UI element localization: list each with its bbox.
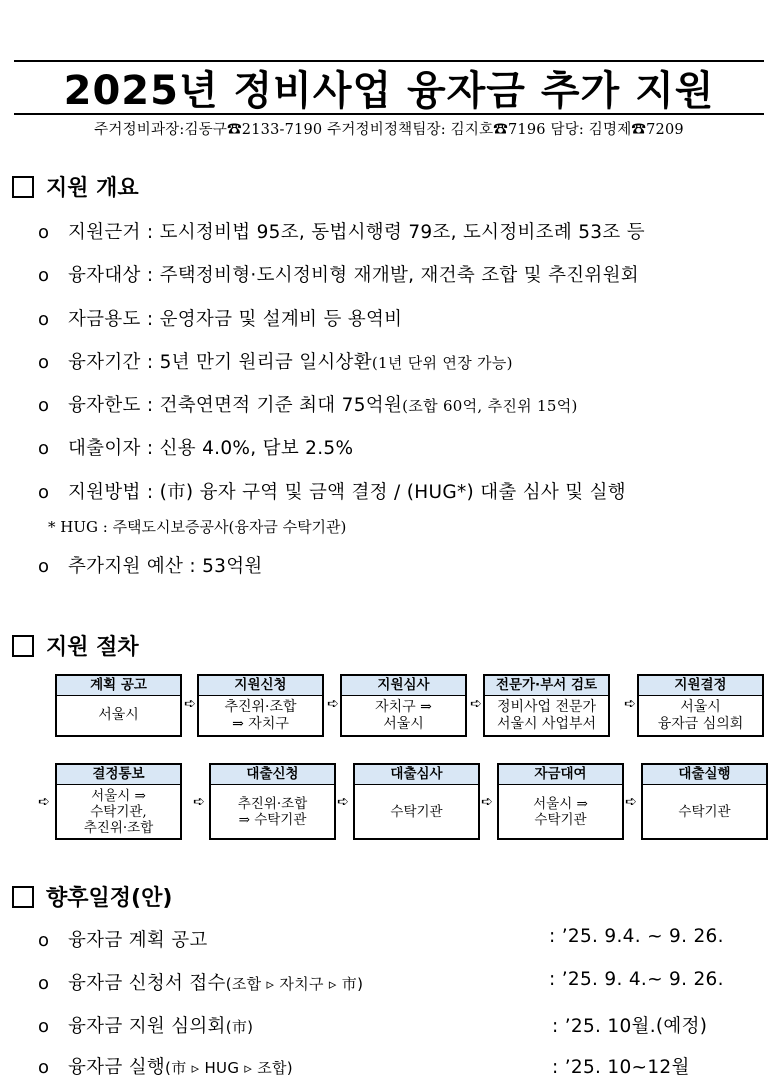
title-bar [14, 60, 764, 115]
overview-item [38, 478, 768, 504]
procedure-step [353, 763, 480, 840]
bullet-icon: o [38, 265, 50, 286]
document-title: 2025년 정비사업 융자금 추가 지원 [63, 68, 715, 114]
schedule-label [38, 1012, 253, 1038]
step-title: 계획 공고 [57, 676, 180, 696]
bullet-icon: o [38, 556, 50, 577]
step-body: 자치구 ⇒ 서울시 [375, 698, 432, 732]
bullet-icon: o [38, 309, 50, 330]
contact-line: 주거정비과장:김동구☎2133-7190 주거정비정책팀장: 김지호☎7196 담당: 김명제☎7209 [94, 122, 684, 138]
bullet-icon: o [38, 930, 50, 951]
section-heading-overview [12, 171, 139, 202]
overview-item [38, 552, 768, 578]
overview-item-text: 융자한도 : 건축연면적 기준 최대 75억원 [68, 395, 403, 416]
procedure-step [55, 674, 182, 737]
checkbox-square-icon [12, 176, 34, 198]
arrow-right-icon: ➪ [337, 794, 349, 810]
bullet-icon: o [38, 1057, 50, 1078]
bullet-icon: o [38, 438, 50, 459]
step-title: 결정통보 [57, 765, 180, 785]
bullet-icon: o [38, 222, 50, 243]
step-body: 서울시 융자금 심의회 [657, 698, 744, 732]
step-title: 자금대여 [499, 765, 622, 785]
section-heading-procedure [12, 630, 139, 661]
arrow-right-icon: ➪ [327, 696, 339, 712]
schedule-label [38, 1053, 293, 1079]
overview-item [38, 391, 768, 417]
step-title: 지원신청 [199, 676, 322, 696]
step-title: 대출실행 [643, 765, 766, 785]
arrow-right-icon: ➪ [481, 794, 493, 810]
procedure-step [641, 763, 768, 840]
overview-item-text: 자금용도 : 운영자금 및 설계비 등 용역비 [68, 309, 403, 330]
overview-item-note: (1년 단위 연장 가능) [371, 354, 513, 372]
schedule-note: (市) [225, 1018, 254, 1036]
overview-item-text: 융자대상 : 주택정비형·도시정비형 재개발, 재건축 조합 및 추진위원회 [68, 265, 639, 286]
step-body: 추진위·조합 ⇒ 수탁기관 [237, 795, 308, 828]
arrow-right-icon: ➪ [38, 794, 50, 810]
procedure-step [340, 674, 467, 737]
overview-item-text: 지원방법 : (市) 융자 구역 및 금액 결정 / (HUG*) 대출 심사 및 실행 [68, 482, 626, 503]
schedule-note: (市 ▹ HUG ▹ 조합) [165, 1059, 293, 1077]
overview-item-text: 지원근거 : 도시정비법 95조, 동법시행령 79조, 도시정비조례 53조 등 [68, 222, 645, 243]
procedure-step [55, 763, 182, 840]
section-title: 향후일정(안) [46, 886, 173, 911]
overview-item-text: 대출이자 : 신용 4.0%, 담보 2.5% [68, 438, 354, 459]
section-heading-schedule [12, 881, 172, 912]
overview-item-text: 추가지원 예산 : 53억원 [68, 556, 263, 577]
procedure-step [497, 763, 624, 840]
step-title: 지원심사 [342, 676, 465, 696]
section-title: 지원 개요 [46, 176, 139, 201]
checkbox-square-icon [12, 635, 34, 657]
step-body: 서울시 ⇒ 수탁기관 [533, 795, 588, 828]
step-body: 정비사업 전문가 서울시 사업부서 [496, 698, 597, 732]
schedule-label-text: 융자금 지원 심의회 [68, 1016, 226, 1037]
schedule-date: : ’25. 9.4. ~ 9. 26. [549, 926, 724, 947]
step-title: 전문가·부서 검토 [485, 676, 608, 696]
schedule-note: (조합 ▹ 자치구 ▹ 市) [225, 975, 364, 993]
procedure-step [209, 763, 336, 840]
arrow-right-icon: ➪ [624, 696, 636, 712]
schedule-date: : ’25. 9. 4.~ 9. 26. [549, 969, 724, 990]
bullet-icon: o [38, 482, 50, 503]
overview-item-text: 융자기간 : 5년 만기 원리금 일시상환 [68, 352, 372, 373]
schedule-date: : ’25. 10~12월 [552, 1057, 690, 1078]
procedure-step [483, 674, 610, 737]
schedule-label-text: 융자금 실행 [68, 1057, 166, 1078]
step-body: 수탁기관 [390, 803, 443, 820]
step-body: 추진위·조합 ⇒ 자치구 [224, 698, 297, 732]
schedule-label-text: 융자금 계획 공고 [68, 930, 208, 951]
schedule-date: : ’25. 10월.(예정) [552, 1016, 708, 1037]
schedule-label [38, 926, 208, 952]
step-title: 대출신청 [211, 765, 334, 785]
procedure-step [637, 674, 764, 737]
overview-item [38, 261, 768, 287]
checkbox-square-icon [12, 886, 34, 908]
bullet-icon: o [38, 1016, 50, 1037]
bullet-icon: o [38, 352, 50, 373]
step-body: 서울시 [98, 707, 139, 723]
arrow-right-icon: ➪ [193, 794, 205, 810]
step-title: 지원결정 [639, 676, 762, 696]
overview-item [38, 305, 768, 331]
step-body: 서울시 ⇒ 수탁기관, 추진위·조합 [83, 787, 154, 836]
bullet-icon: o [38, 395, 50, 416]
overview-item [38, 434, 768, 460]
arrow-right-icon: ➪ [625, 794, 637, 810]
overview-item-note: (조합 60억, 추진위 15억) [402, 397, 578, 415]
schedule-label-text: 융자금 신청서 접수 [68, 973, 226, 994]
footnote: * HUG : 주택도시보증공사(융자금 수탁기관) [48, 518, 347, 536]
section-title: 지원 절차 [46, 635, 139, 660]
arrow-right-icon: ➪ [184, 696, 196, 712]
step-title: 대출심사 [355, 765, 478, 785]
schedule-label [38, 969, 363, 995]
bullet-icon: o [38, 973, 50, 994]
arrow-right-icon: ➪ [470, 696, 482, 712]
step-body: 수탁기관 [678, 803, 731, 820]
overview-item [38, 348, 768, 374]
procedure-step [197, 674, 324, 737]
overview-item [38, 218, 768, 244]
